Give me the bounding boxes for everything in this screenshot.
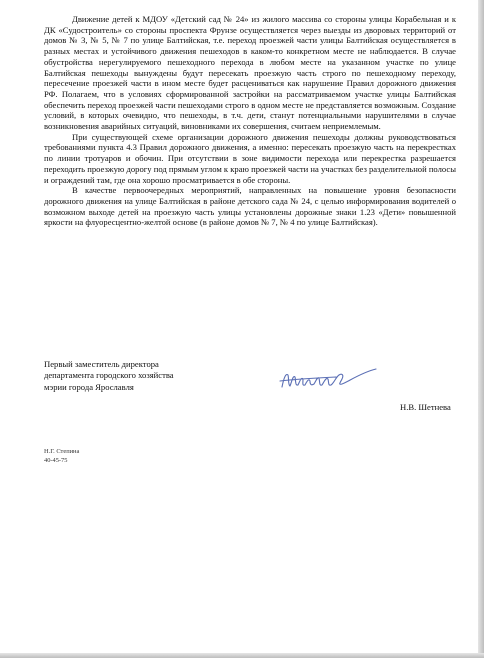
handwritten-signature (276, 365, 386, 395)
signatory-name: Н.В. Шетнева (400, 402, 451, 412)
signatory-position (44, 359, 174, 393)
letter-body (44, 14, 456, 228)
page-edge-shadow (478, 0, 484, 658)
paragraph: При существующей схеме организации дорожного движения пешеходы должны руководствоваться требованиями пункта 4.3 Правил дорожного движения, а именно: пересекать проезжую часть на перекрестках по линии тротуаров и обочин. При отсутствии в зоне видимости перехода или перекрестка разрешается переходить проезжую дорогу под прямым углом к краю проезжей части на участках без разделительной полосы и ограждений там, где она хорошо просматривается в обе стороны. (44, 131, 457, 185)
position-line: департамента городского хозяйства (44, 370, 174, 381)
page-edge-shadow (0, 653, 484, 658)
signature-block (44, 359, 456, 419)
position-line: Первый заместитель директора (44, 359, 159, 369)
paragraph: Движение детей к МДОУ «Детский сад № 24» из жилого массива со стороны улицы Корабельная и к ДК «Судостроитель» со стороны проспекта Фрунзе осуществляется через выезды из дворовых территорий от домов № 3, № 5, № 7 по улице Балтийская, т.е. переход проезжей части улицы Балтийская осуществляется в разных местах и устойчивого движения пешеходов в каком-то конкретном месте не наблюдается. В случае обустройства нерегулируемого пешеходного перехода в любом месте на указанном участке по улице Балтийская пешеходы вынуждены будут пересекать проезжую часть строго по пешеходному переходу, пересечение проезжей части в ином месте будет расцениваться как нарушение Правил дорожного движения РФ. Полагаем, что в условиях сформированной застройки на рассматриваемом участке улицы Балтийская обеспечить переход проезжей части пешеходами строго в одном месте не представляется возможным. Создание условий, в которых очевидно, что пешеходы, в т.ч. дети, станут потенциальными нарушителями в случае возникновения аварийных ситуаций, виновниками их совершения, считаем неприемлемым. (44, 14, 456, 132)
position-line: мэрии города Ярославля (44, 381, 134, 392)
executor-info (44, 448, 79, 465)
executor-name: Н.Г. Степина (44, 448, 80, 455)
executor-phone: 40-45-75 (44, 456, 68, 464)
paragraph: В качестве первоочередных мероприятий, направленных на повышение уровня безопасности дорожного движения на улице Балтийская в районе детского сада № 24, с целью информирования водителей о возможном выходе детей на проезжую часть улицы установлены дорожные знаки 1.23 «Дети» повышенной яркости на флуоресцентно-желтой основе (в районе домов № 7, № 4 по улице Балтийская). (44, 185, 456, 228)
